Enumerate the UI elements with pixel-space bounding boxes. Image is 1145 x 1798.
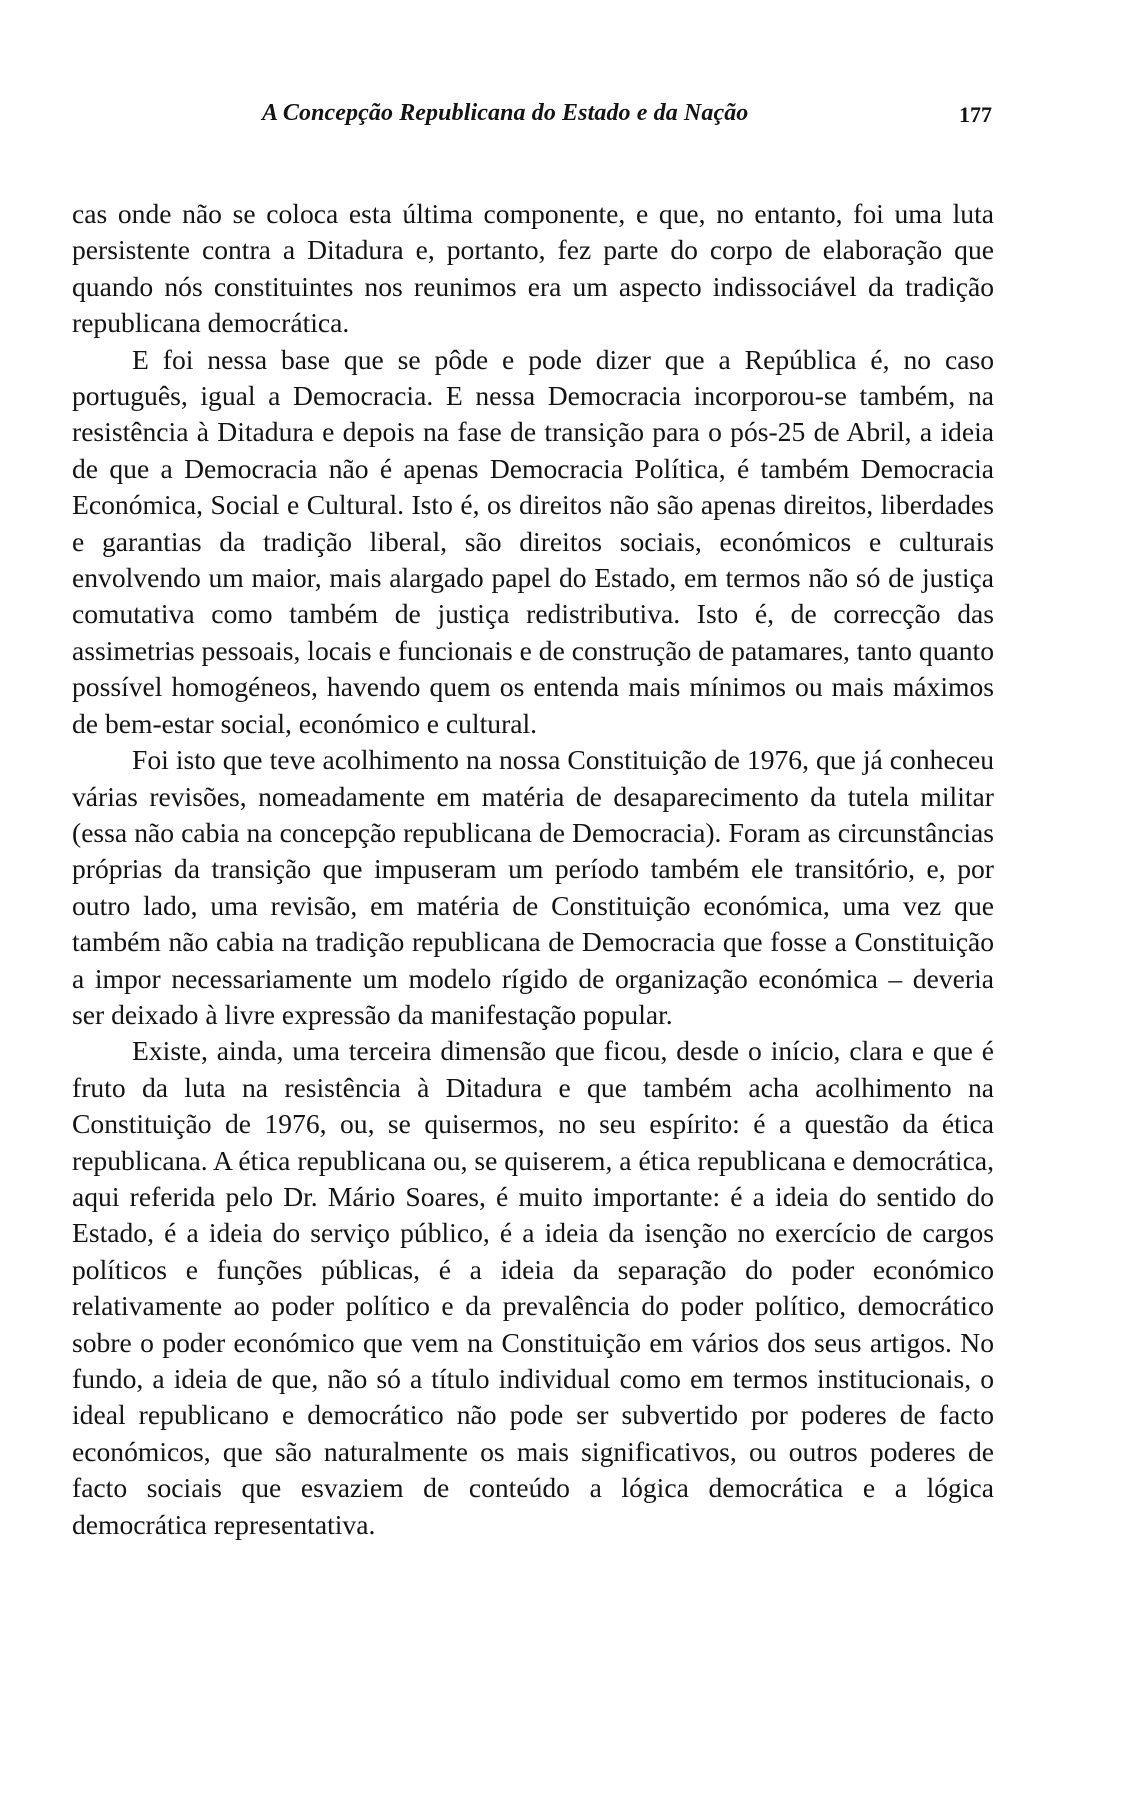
page-number: 177 xyxy=(959,102,992,127)
running-title: A Concepção Republicana do Estado e da Nação xyxy=(262,100,749,126)
paragraph-4: Existe, ainda, uma terceira dimensão que ficou, desde o início, clara e que é fruto da luta na resistência à Ditadura e que também acha acolhimento na Constituição de 1976, ou, se quisermos, no seu espírito: é a questão da ética republicana. A ética republicana ou, se quiserem, a ética republicana e democrática, aqui referida pelo Dr. Mário Soares, é muito importante: é a ideia do sentido do Estado, é a ideia do serviço público, é a ideia da isenção no exercício de cargos políticos e funções públicas, é a ideia da separação do poder económico relativamente ao poder político e da prevalência do poder político, democrático sobre o poder económico que vem na Constituição em vários dos seus artigos. No fundo, a ideia de que, não só a título individual como em termos institucionais, o ideal republicano e democrático não pode ser subvertido por poderes de facto económicos, que são naturalmente os mais significativos, ou outros poderes de facto sociais que esvaziem de conteúdo a lógica democrática e a lógica democrática representativa. xyxy=(72,1035,994,1540)
running-header xyxy=(72,100,992,140)
paragraph-1: cas onde não se coloca esta última componente, e que, no entanto, foi uma luta persistente contra a Ditadura e, portanto, fez parte do corpo de elaboração que quando nós constituintes nos reunimos era um aspecto indissociável da tradição republicana democrática. xyxy=(72,198,994,339)
paragraph-2: E foi nessa base que se pôde e pode dizer que a República é, no caso português, igual a Democracia. E nessa Democracia incorporou-se também, na resistência à Ditadura e depois na fase de transição para o pós-25 de Abril, a ideia de que a Democracia não é apenas Democracia Política, é também Democracia Económica, Social e Cultural. Isto é, os direitos não são apenas direitos, liberdades e garantias da tradição liberal, são direitos sociais, económicos e culturais envolvendo um maior, mais alargado papel do Estado, em termos não só de justiça comutativa como também de justiça redistributiva. Isto é, de correcção das assimetrias pessoais, locais e funcionais e de construção de patamares, tanto quanto possível homogéneos, havendo quem os entenda mais mínimos ou mais máximos de bem-estar social, económico e cultural. xyxy=(72,343,994,739)
body-text xyxy=(72,196,994,1543)
paragraph-3: Foi isto que teve acolhimento na nossa Constituição de 1976, que já conheceu várias revisões, nomeadamente em matéria de desaparecimento da tutela militar (essa não cabia na concepção republicana de Democracia). Foram as circunstâncias próprias da transição que impuseram um período também ele transitório, e, por outro lado, uma revisão, em matéria de Constituição económica, uma vez que também não cabia na tradição republicana de Democracia que fosse a Constituição a impor necessariamente um modelo rígido de organização económica – deveria ser deixado à livre expressão da manifestação popular. xyxy=(72,744,994,1030)
